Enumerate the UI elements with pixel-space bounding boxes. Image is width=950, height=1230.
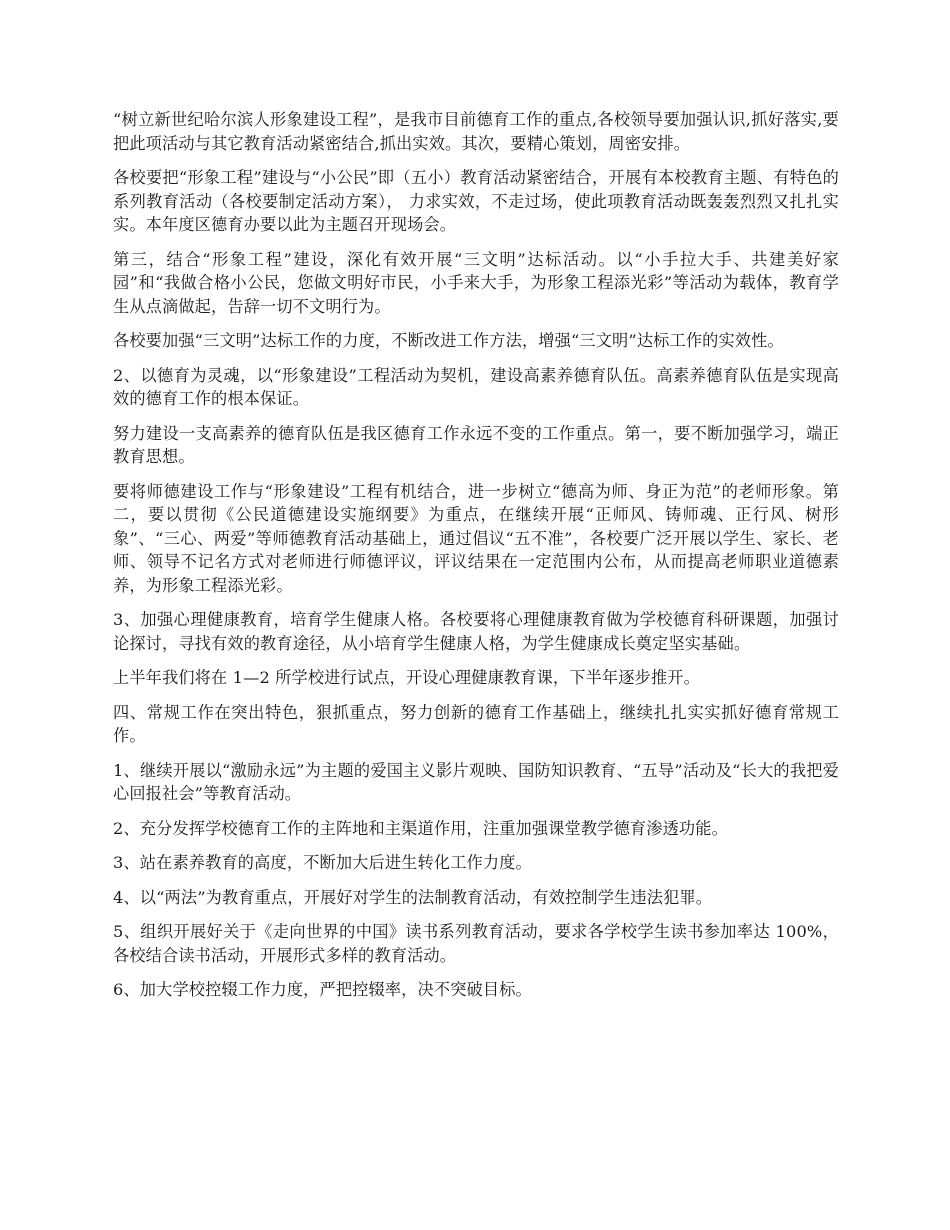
paragraph-11: 1、继续开展以“激励永远”为主题的爱国主义影片观映、国防知识教育、“五导”活动及“长大的我把爱心回报社会”等教育活动。 (113, 760, 839, 803)
paragraph-4: 各校要加强“三文明”达标工作的力度，不断改进工作方法，增强“三文明”达标工作的实效性。 (113, 331, 784, 350)
document-page (113, 108, 839, 1013)
paragraph-16: 6、加大学校控辍工作力度，严把控辍率，决不突破目标。 (113, 980, 532, 999)
paragraph-3: 第三，结合“形象工程”建设，深化有效开展“三文明”达标活动。以“小手拉大手、共建美好家园”和“我做合格小公民，您做文明好市民，小手来大手，为形象工程添光彩”等活动为载体，教育学生从点滴做起，告辞一切不文明行为。 (113, 249, 839, 316)
paragraph-2: 各校要把“形象工程”建设与“小公民”即（五小）教育活动紧密结合，开展有本校教育主题、有特色的系列教育活动（各校要制定活动方案）， 力求实效，不走过场，使此项教育活动既轰轰烈烈又扎扎实实。本年度区德育办要以此为主题召开现场会。 (113, 168, 839, 234)
paragraph-8: 3、加强心理健康教育，培育学生健康人格。各校要将心理健康教育做为学校德育科研课题，加强讨论探讨，寻找有效的教育途径，从小培育学生健康人格，为学生健康成长奠定坚实基础。 (113, 610, 839, 653)
paragraph-14: 4、以“两法”为教育重点，开展好对学生的法制教育活动，有效控制学生违法犯罪。 (113, 887, 713, 907)
paragraph-12: 2、充分发挥学校德育工作的主阵地和主渠道作用，注重加强课堂教学德育渗透功能。 (113, 818, 728, 838)
paragraph-13: 3、站在素养教育的高度，不断加大后进生转化工作力度。 (113, 853, 532, 872)
paragraph-10: 四、常规工作在突出特色，狠抓重点，努力创新的德育工作基础上，继续扎扎实实抓好德育常规工作。 (113, 702, 839, 745)
paragraph-7: 要将师德建设工作与“形象建设”工程有机结合，进一步树立“德高为师、身正为范”的老师形象。第二，要以贯彻《公民道德建设实施纲要》为重点，在继续开展“正师风、铸师魂、正行风、树形象”、“三心、两爱”等师德教育活动基础上，通过倡议“五不准”，各校要广泛开展以学生、家长、老师、领导不记名方式对老师进行师德评议，评议结果在一定范围内公布，从而提高老师职业道德素养，为形象工程添光彩。 (113, 481, 839, 595)
paragraph-5: 2、以德育为灵魂，以“形象建设”工程活动为契机，建设高素养德育队伍。高素养德育队伍是实现高效的德育工作的根本保证。 (113, 365, 839, 408)
paragraph-6: 努力建设一支高素养的德育队伍是我区德育工作永远不变的工作重点。第一，要不断加强学习，端正教育思想。 (113, 423, 839, 466)
paragraph-9: 上半年我们将在 1—2 所学校进行试点，开设心理健康教育课，下半年逐步推开。 (113, 668, 700, 687)
paragraph-15: 5、组织开展好关于《走向世界的中国》读书系列教育活动，要求各学校学生读书参加率达 100%，各校结合读书活动，开展形式多样的教育活动。 (113, 922, 839, 965)
paragraph-1: “树立新世纪哈尔滨人形象建设工程”，是我市目前德育工作的重点,各校领导要加强认识,抓好落实,要把此项活动与其它教育活动紧密结合,抓出实效。其次，要精心策划，周密安排。 (113, 110, 839, 153)
